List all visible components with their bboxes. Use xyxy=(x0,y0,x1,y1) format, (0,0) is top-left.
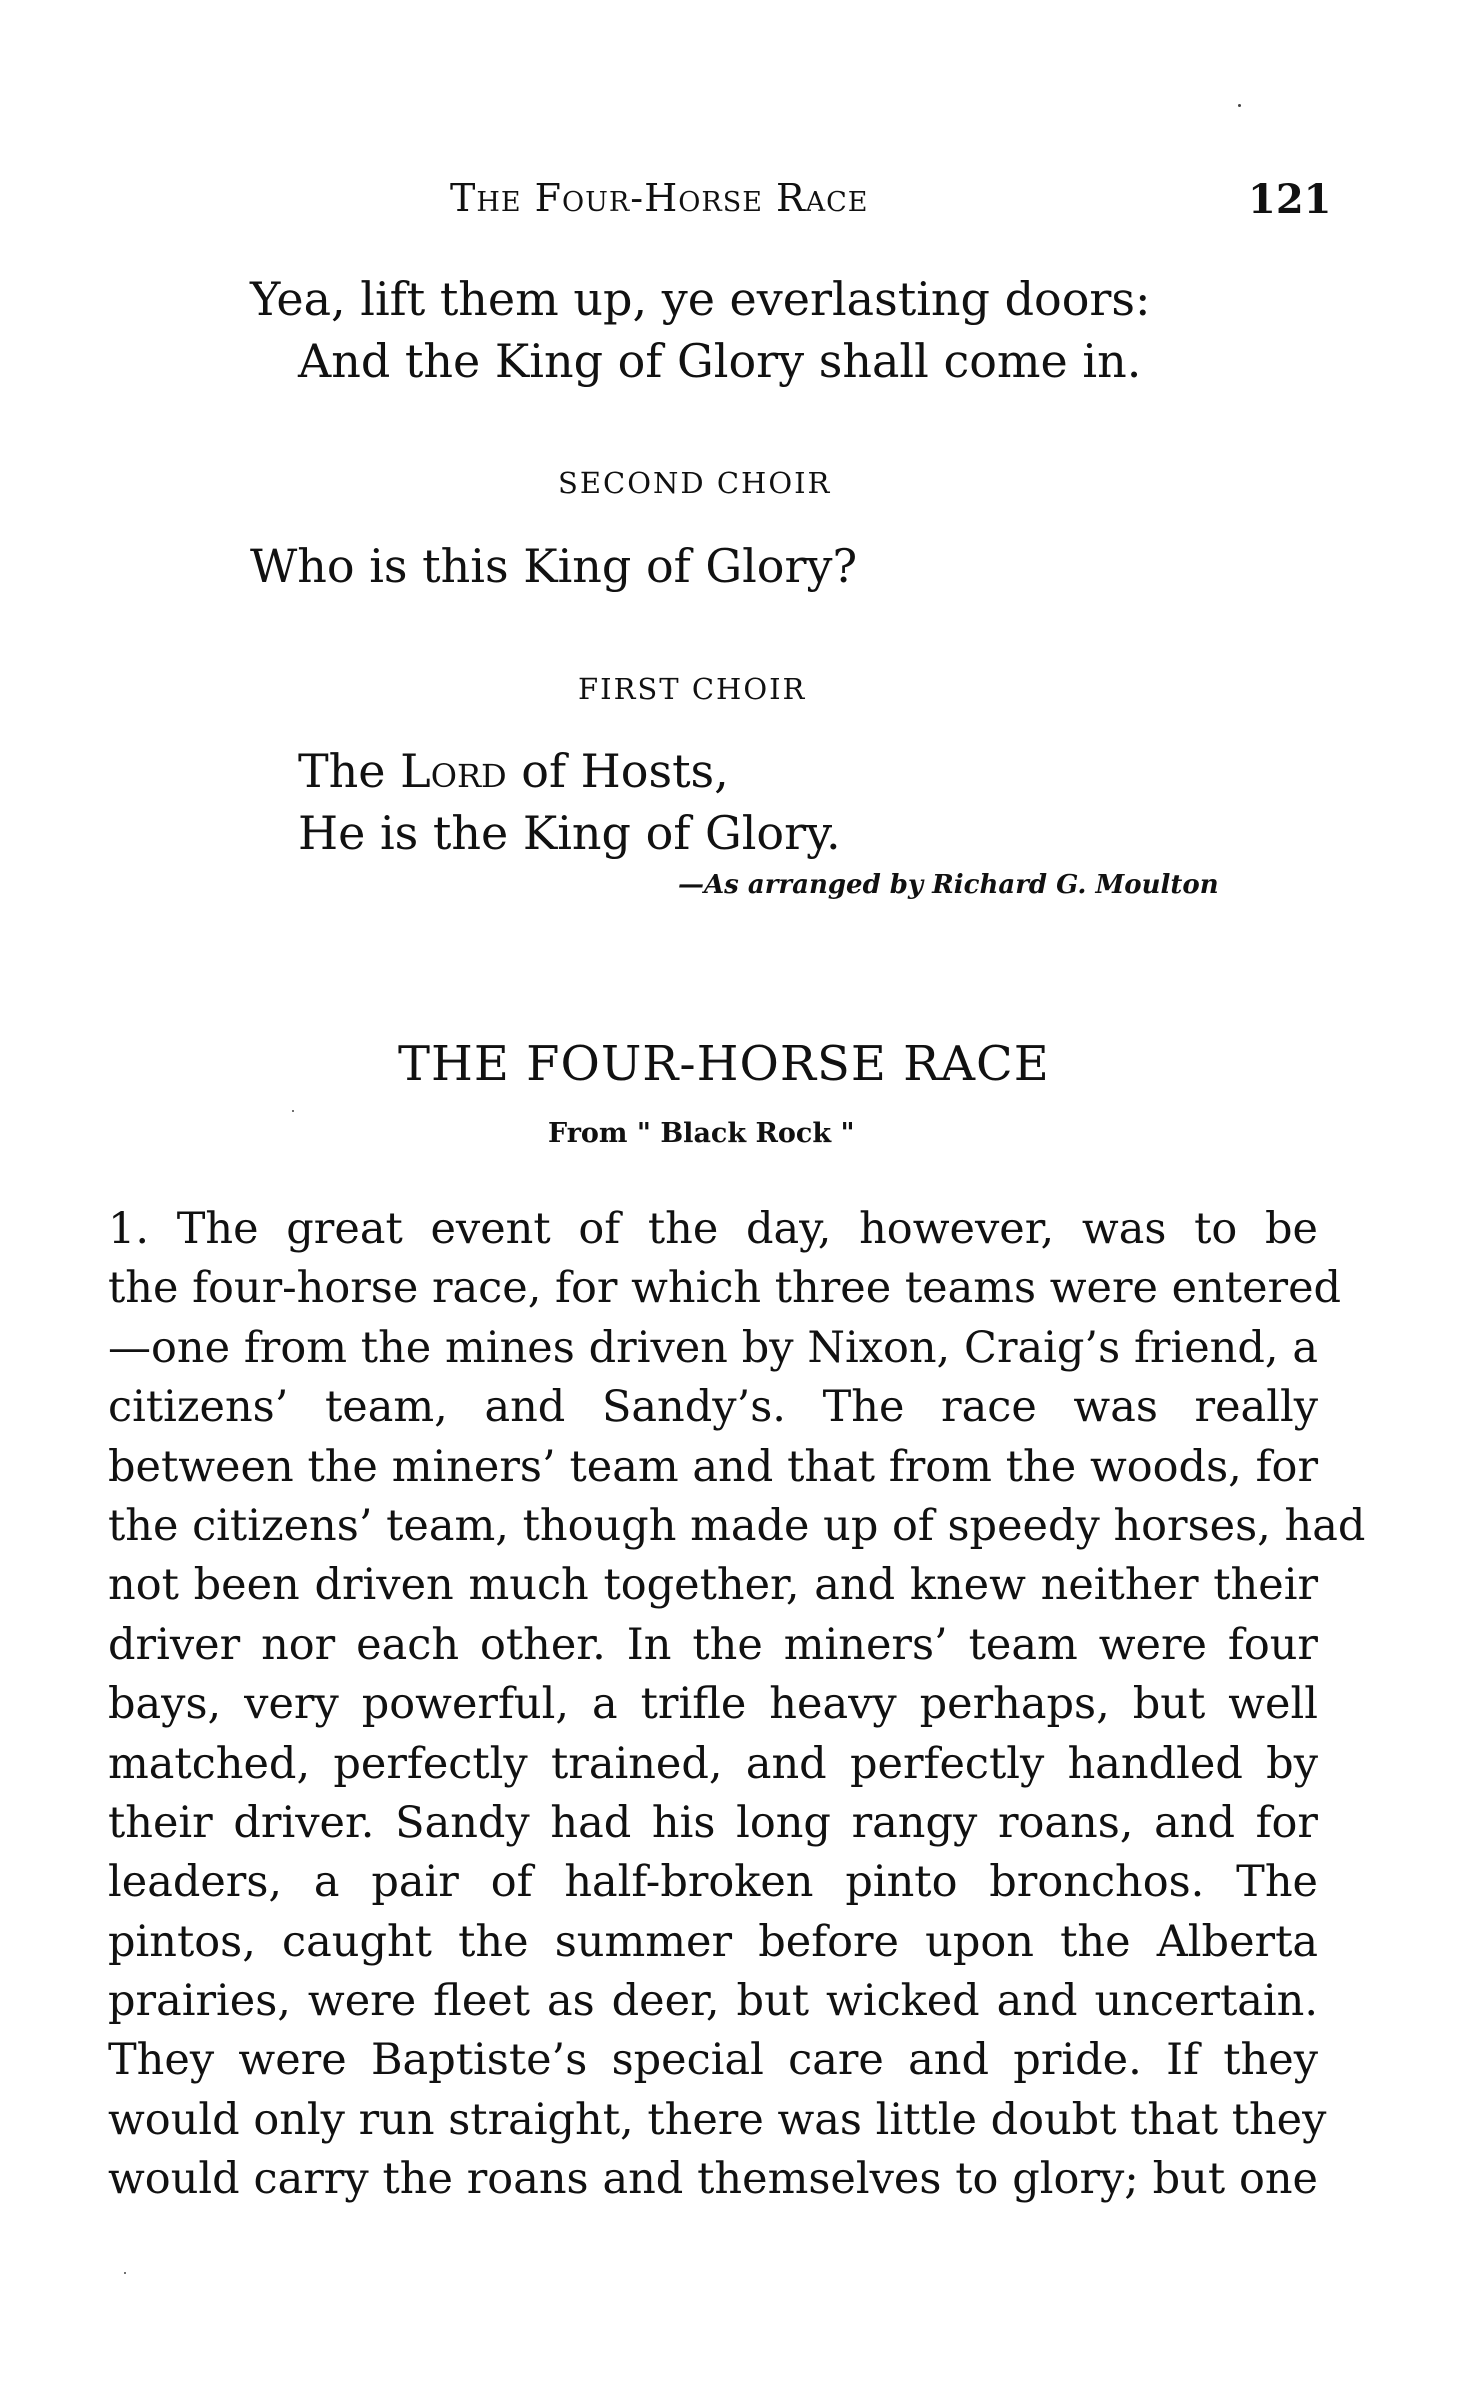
body-paragraph xyxy=(108,1200,1366,2210)
lord-smallcaps: Lord xyxy=(400,744,507,798)
paragraph-line: the four-horse race, for which three teams were entered xyxy=(108,1263,1342,1314)
scan-speck xyxy=(124,2272,126,2274)
verse-line-2: And the King of Glory shall come in. xyxy=(298,334,1142,388)
paragraph-line: 1. The great event of the day, however, was to be xyxy=(108,1204,1318,1254)
page-number: 121 xyxy=(1248,176,1332,223)
section-source: From " Black Rock " xyxy=(548,1118,855,1149)
scan-speck xyxy=(292,1110,294,1112)
paragraph-line: prairies, were fleet as deer, but wicked and uncertain. xyxy=(108,1976,1318,2027)
verse-line-1: Yea, lift them up, ye everlasting doors: xyxy=(250,272,1151,326)
second-choir-label: SECOND CHOIR xyxy=(558,466,832,500)
paragraph-line: their driver. Sandy had his long rangy roans, and for xyxy=(108,1797,1318,1848)
paragraph-line: —one from the mines driven by Nixon, Craig’s friend, a xyxy=(108,1322,1318,1373)
paragraph-line: leaders, a pair of half-broken pinto bronchos. The xyxy=(108,1857,1318,1908)
attribution: —As arranged by Richard G. Moulton xyxy=(678,870,1219,900)
running-head-title: The Four-Horse Race xyxy=(450,176,869,220)
first-choir-label: FIRST CHOIR xyxy=(578,672,807,706)
paragraph-line: driver nor each other. In the miners’ team were four xyxy=(108,1619,1318,1670)
verse-line-4-pre: The xyxy=(298,744,401,798)
verse-line-4 xyxy=(298,740,729,802)
verse-line-3: Who is this King of Glory? xyxy=(250,539,858,593)
paragraph-line: They were Baptiste’s special care and pride. If they xyxy=(108,2035,1318,2086)
paragraph-line: would carry the roans and themselves to glory; but one xyxy=(108,2154,1318,2205)
scan-speck xyxy=(1238,104,1241,107)
paragraph-line: pintos, caught the summer before upon the Alberta xyxy=(108,1916,1318,1967)
paragraph-line: the citizens’ team, though made up of speedy horses, had xyxy=(108,1500,1366,1551)
paragraph-line: not been driven much together, and knew neither their xyxy=(108,1560,1318,1611)
paragraph-line: matched, perfectly trained, and perfectly handled by xyxy=(108,1738,1318,1789)
paragraph-line: would only run straight, there was little doubt that they xyxy=(108,2094,1327,2145)
verse-line-4-post: of Hosts, xyxy=(506,744,729,798)
section-title: THE FOUR-HORSE RACE xyxy=(398,1036,1050,1092)
paragraph-line: citizens’ team, and Sandy’s. The race was really xyxy=(108,1382,1318,1433)
paragraph-line: between the miners’ team and that from the woods, for xyxy=(108,1441,1318,1492)
verse-line-5: He is the King of Glory. xyxy=(298,806,841,860)
paragraph-line: bays, very powerful, a trifle heavy perhaps, but well xyxy=(108,1679,1318,1730)
